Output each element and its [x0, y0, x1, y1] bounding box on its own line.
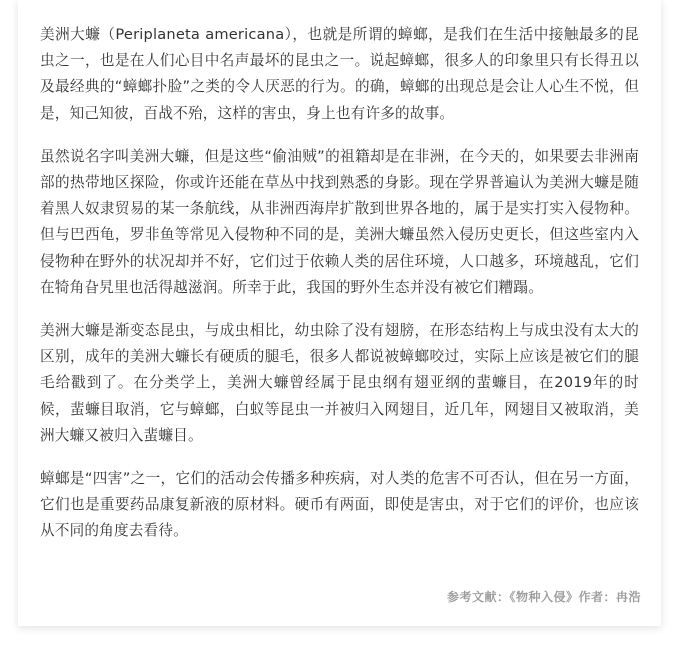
paragraph-1: 美洲大蠊（Periplaneta americana），也就是所谓的蟑螂，是我们在生活中接触最多的昆虫之一，也是在人们心目中名声最坏的昆虫之一。说起蟑螂，很多人的印象里只有长得丑以及最经典的“蟑螂扑脸”之类的令人厌恶的行为。的确，蟑螂的出现总是会让人心生不悦，但是，知己知彼，百战不殆，这样的害虫，身上也有许多的故事。 [40, 26, 639, 122]
article-card [18, 0, 661, 626]
reference-citation: 参考文献：《物种入侵》作者：冉浩 [446, 590, 641, 604]
paragraph-3: 美洲大蠊是渐变态昆虫，与成虫相比，幼虫除了没有翅膀，在形态结构上与成虫没有太大的区别，成年的美洲大蠊长有硬质的腿毛，很多人都说被蟑螂咬过，实际上应该是被它们的腿毛给戳到了。在分类学上，美洲大蠊曾经属于昆虫纲有翅亚纲的蜚蠊目，在2019年的时候，蜚蠊目取消，它与蟑螂，白蚁等昆虫一并被归入网翅目，近几年，网翅目又被取消，美洲大蠊又被归入蜚蠊目。 [40, 322, 639, 444]
paragraph-4: 蟑螂是“四害”之一，它们的活动会传播多种疾病，对人类的危害不可否认，但在另一方面，它们也是重要药品康复新液的原材料。硬币有两面，即使是害虫，对于它们的评价，也应该从不同的角度去看待。 [40, 470, 639, 540]
paragraph-2: 虽然说名字叫美洲大蠊，但是这些“偷油贼”的祖籍却是在非洲，在今天的，如果要去非洲南部的热带地区探险，你或许还能在草丛中找到熟悉的身影。现在学界普遍认为美洲大蠊是随着黑人奴隶贸易的某一条航线，从非洲西海岸扩散到世界各地的，属于是实打实入侵物种。但与巴西龟，罗非鱼等常见入侵物种不同的是，美洲大蠊虽然入侵历史更长，但这些室内入侵物种在野外的状况却并不好，它们过于依赖人类的居住环境，人口越多，环境越乱，它们在犄角旮旯里也活得越滋润。所幸于此，我国的野外生态并没有被它们糟蹋。 [40, 147, 639, 296]
